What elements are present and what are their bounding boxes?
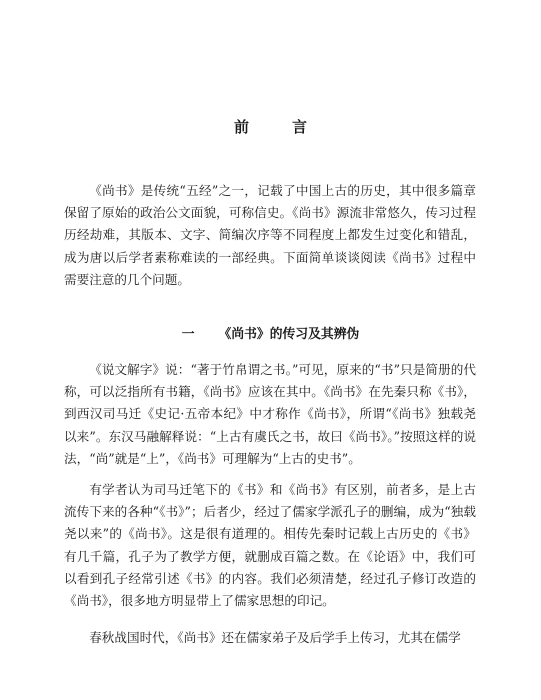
section-title: 《尚书》的传习及其辨伪 (218, 327, 360, 342)
intro-paragraph: 《尚书》是传统“五经”之一，记载了中国上古的历史，其中很多篇章保留了原始的政治公文面貌，可称信史。《尚书》源流非常悠久，传习过程历经劫难，其版本、文字、简编次序等不同程度上都发生过变化和错乱，成为唐以后学者素称难读的一部经典。下面简单谈谈阅读《尚书》过程中需要注意的几个问题。 (64, 183, 476, 287)
body-paragraph-2: 有学者认为司马迁笔下的《书》和《尚书》有区别，前者多，是上古流传下来的各种“《书》”；后者少，经过了儒家学派孔子的删编，成为“独载尧以来”的《尚书》。这是很有道理的。相传先秦时记载上古历史的《书》有几千篇，孔子为了教学方便，就删成百篇之数。在《论语》中，我们可以看到孔子经常引述《书》的内容。我们必须清楚，经过孔子修订改造的《尚书》，很多地方明显带上了儒家思想的印记。 (64, 482, 476, 609)
page-title: 前 言 (233, 118, 321, 136)
section-number: 一 (181, 327, 195, 342)
section-heading (0, 323, 541, 342)
body-paragraph-3: 春秋战国时代，《尚书》还在儒家弟子及后学手上传习，尤其在儒学 (89, 630, 461, 645)
body-paragraph-1: 《说文解字》说：“著于竹帛谓之书。”可见，原来的“书”只是简册的代称，可以泛指所有书籍，《尚书》应该在其中。《尚书》在先秦只称《书》，到西汉司马迁《史记·五帝本纪》中才称作《尚书》，所谓“《尚书》独载尧以来”。东汉马融解释说：“上古有虞氏之书，故曰《尚书》。”按照这样的说法，“尚”就是“上”，《尚书》可理解为“上古的史书”。 (64, 362, 476, 466)
